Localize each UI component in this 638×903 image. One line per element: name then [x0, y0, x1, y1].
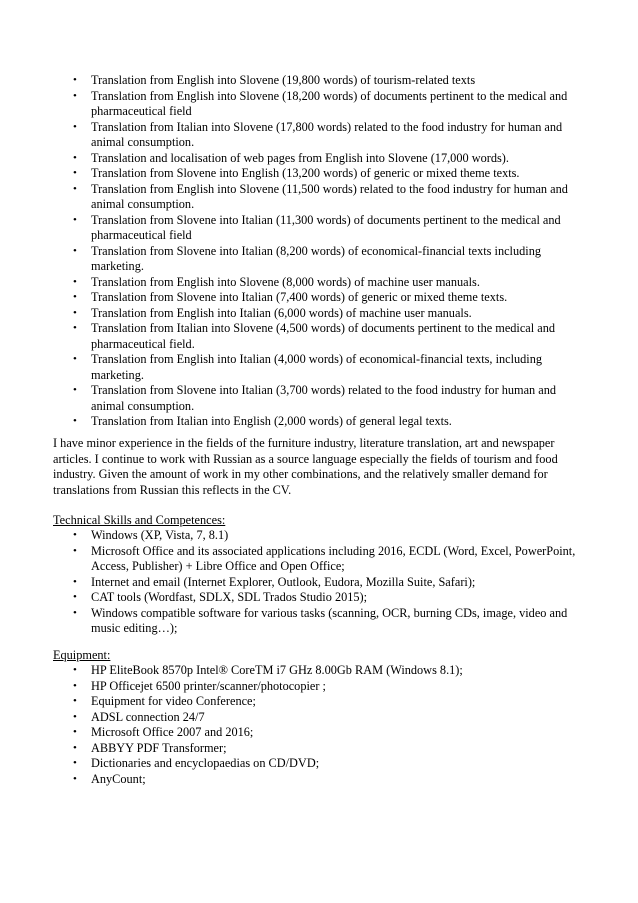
experience-paragraph: I have minor experience in the fields of the furniture industry, literature translation, art and newspaper articles. I continue to work with Russian as a source language especially the fields of tourism and food industry. Given the amount of work in my other combinations, and the relatively smaller demand for translations from Russian this reflects in the CV.: [53, 436, 558, 497]
bullet-icon: •: [73, 151, 77, 164]
list-item: • Windows (XP, Vista, 7, 8.1): [73, 528, 229, 542]
bullet-icon: •: [73, 726, 77, 738]
bullet-icon: •: [73, 306, 77, 319]
list-item: • Microsoft Office and its associated applications including 2016, ECDL (Word, Excel, PowerPoint, Access, Publisher) + Libre Office and Open Office;: [73, 543, 576, 573]
bullet-icon: •: [73, 695, 77, 707]
list-item: • Translation from English into Slovene (18,200 words) of documents pertinent to the medical and pharmaceutical field: [73, 88, 568, 118]
bullet-icon: •: [73, 120, 77, 133]
bullet-icon: •: [73, 353, 77, 365]
list-item: • Translation from Italian into English (2,000 words) of general legal texts.: [73, 414, 452, 428]
equipment-list: [0, 663, 638, 787]
list-item: • Translation from Slovene into English (13,200 words) of generic or mixed theme texts.: [73, 166, 520, 180]
list-item: • Translation from Slovene into Italian (8,200 words) of economical-financial texts including marketing.: [73, 243, 541, 273]
bullet-icon: •: [73, 213, 77, 226]
list-item: • Translation from English into Italian (4,000 words) of economical-financial texts, including marketing.: [73, 352, 543, 382]
bullet-icon: •: [73, 575, 77, 588]
list-item: • HP EliteBook 8570p Intel® CoreTM i7 GHz 8.00Gb RAM (Windows 8.1);: [73, 663, 463, 677]
bullet-icon: •: [73, 529, 77, 541]
bullet-icon: •: [73, 591, 77, 603]
list-item: • Translation from English into Slovene (8,000 words) of machine user manuals.: [73, 274, 480, 289]
list-item: • Translation from Italian into Slovene (17,800 words) related to the food industry for human and animal consumption.: [73, 119, 563, 149]
bullet-icon: •: [73, 757, 77, 769]
list-item: • Translation and localisation of web pages from English into Slovene (17,000 words).: [73, 150, 509, 165]
bullet-icon: •: [73, 384, 77, 396]
equipment-heading: Equipment:: [53, 648, 111, 662]
bullet-icon: •: [73, 772, 77, 785]
list-item: • Translation from Slovene into Italian (3,700 words) related to the food industry for human and animal consumption.: [73, 383, 557, 413]
translation-list: [0, 73, 638, 430]
list-item: • Translation from Slovene into Italian (7,400 words) of generic or mixed theme texts.: [73, 290, 508, 304]
bullet-icon: •: [73, 167, 77, 179]
bullet-icon: •: [73, 322, 77, 334]
bullet-icon: •: [73, 415, 77, 427]
bullet-icon: •: [73, 741, 77, 754]
list-item: • Translation from English into Slovene (11,500 words) related to the food industry for human and animal consumption.: [73, 181, 568, 211]
list-item: • Translation from English into Slovene (19,800 words) of tourism-related texts: [73, 73, 476, 87]
list-item: • CAT tools (Wordfast, SDLX, SDL Trados Studio 2015);: [73, 590, 368, 604]
bullet-icon: •: [73, 182, 77, 195]
bullet-icon: •: [73, 74, 77, 86]
list-item: • HP Officejet 6500 printer/scanner/photocopier ;: [73, 678, 326, 693]
list-item: • Equipment for video Conference;: [73, 694, 256, 708]
bullet-icon: •: [73, 89, 77, 102]
list-item: • Microsoft Office 2007 and 2016;: [73, 725, 254, 739]
bullet-icon: •: [73, 544, 77, 557]
bullet-icon: •: [73, 244, 77, 257]
list-item: • Translation from Slovene into Italian (11,300 words) of documents pertinent to the medical and pharmaceutical field: [73, 212, 561, 242]
list-item: • ADSL connection 24/7: [73, 709, 205, 724]
technical-skills-heading: Technical Skills and Competences:: [53, 513, 226, 527]
list-item: • ABBYY PDF Transformer;: [73, 740, 227, 755]
technical-skills-list: [0, 528, 638, 637]
bullet-icon: •: [73, 275, 77, 288]
list-item: • Windows compatible software for various tasks (scanning, OCR, burning CDs, image, video and music editing…);: [73, 605, 568, 635]
bullet-icon: •: [73, 710, 77, 723]
bullet-icon: •: [73, 606, 77, 619]
list-item: • AnyCount;: [73, 771, 146, 786]
bullet-icon: •: [73, 664, 77, 676]
list-item: • Translation from Italian into Slovene (4,500 words) of documents pertinent to the medical and pharmaceutical field.: [73, 321, 555, 351]
bullet-icon: •: [73, 291, 77, 303]
list-item: • Dictionaries and encyclopaedias on CD/DVD;: [73, 756, 320, 770]
list-item: • Translation from English into Italian (6,000 words) of machine user manuals.: [73, 305, 472, 320]
list-item: • Internet and email (Internet Explorer, Outlook, Eudora, Mozilla Suite, Safari);: [73, 574, 476, 589]
bullet-icon: •: [73, 679, 77, 692]
